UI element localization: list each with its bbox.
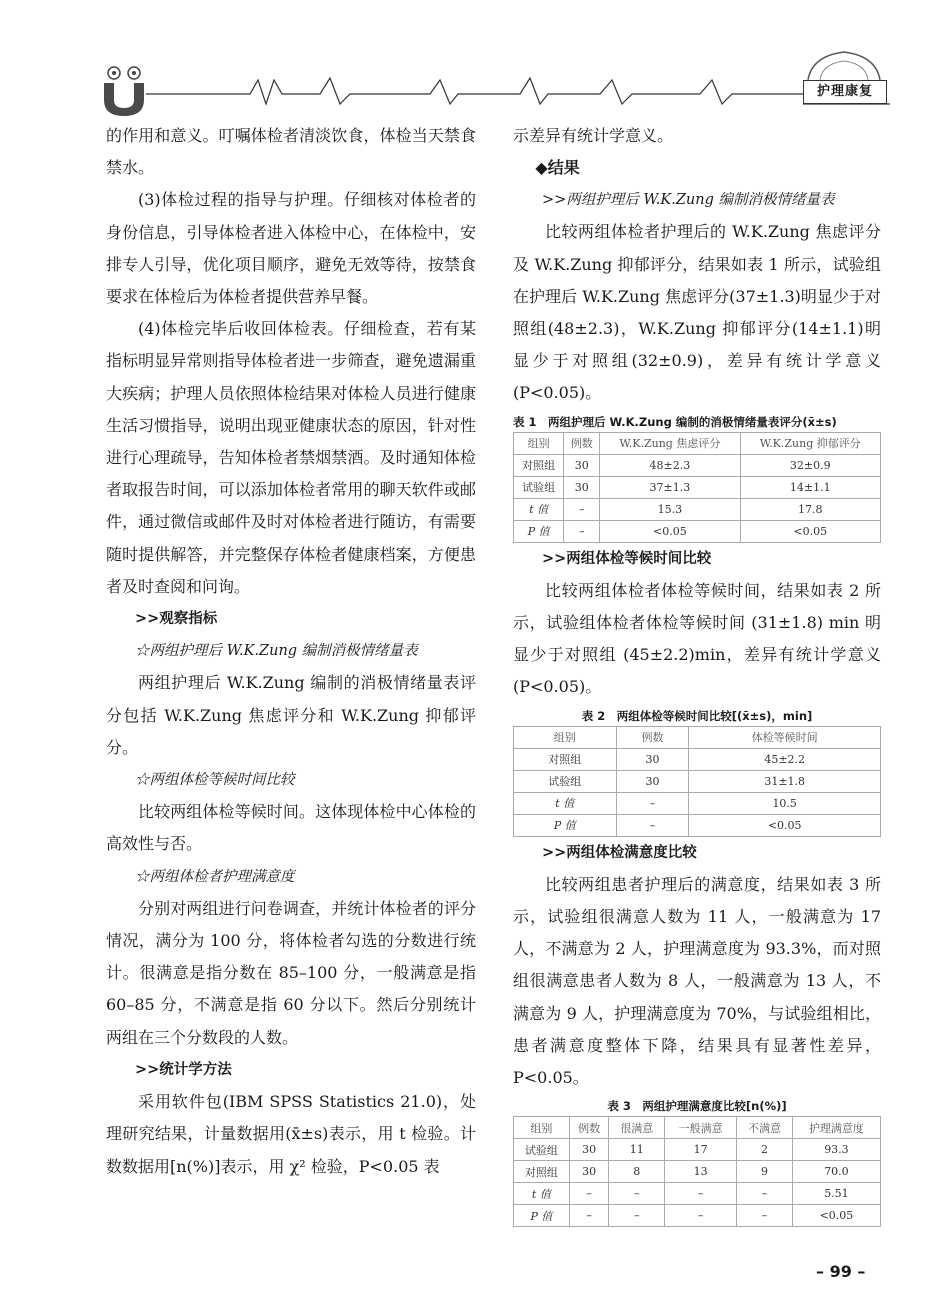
paragraph: 比较两组体检等候时间。这体现体检中心体检的高效性与否。 bbox=[106, 802, 476, 854]
subsection-heading: ☆两组护理后 W.K.Zung 编制消极情绪量表 bbox=[135, 643, 418, 660]
table-row bbox=[514, 814, 881, 836]
table-cell: 对照组 bbox=[514, 1161, 570, 1183]
table-1 bbox=[513, 432, 881, 543]
table-cell: P 值 bbox=[514, 520, 564, 542]
table-header-cell: 例数 bbox=[564, 432, 600, 454]
table-cell: – bbox=[665, 1205, 737, 1227]
journal-section-label: 护理康复 bbox=[803, 80, 887, 104]
table-cell: <0.05 bbox=[689, 814, 881, 836]
left-column bbox=[106, 120, 476, 1183]
table-cell: 17.8 bbox=[740, 498, 880, 520]
table-cell: – bbox=[616, 792, 689, 814]
table-cell: t 值 bbox=[514, 1183, 570, 1205]
table-cell: – bbox=[609, 1183, 665, 1205]
table-header-row bbox=[514, 1117, 881, 1139]
subsection-heading: ☆两组体检者护理满意度 bbox=[135, 868, 295, 885]
table-cell: – bbox=[564, 520, 600, 542]
table-cell: – bbox=[737, 1205, 793, 1227]
table-header-cell: W.K.Zung 抑郁评分 bbox=[740, 432, 880, 454]
table-cell: 30 bbox=[569, 1139, 609, 1161]
paragraph: (3)体检过程的指导与护理。仔细核对体检者的身份信息，引导体检者进入体检中心，在体检中，安排专人引导，优化项目顺序，避免无效等待，按禁食要求在体检后为体检者提供营养早餐。 bbox=[106, 190, 476, 307]
table-2 bbox=[513, 726, 881, 837]
table-cell: 70.0 bbox=[792, 1161, 880, 1183]
table-cell: – bbox=[564, 498, 600, 520]
table-cell: 对照组 bbox=[514, 748, 617, 770]
table-cell: 5.51 bbox=[792, 1183, 880, 1205]
table-cell: – bbox=[737, 1183, 793, 1205]
paragraph: 两组护理后 W.K.Zung 编制的消极情绪量表评分包括 W.K.Zung 焦虑评分和 W.K.Zung 抑郁评分。 bbox=[106, 673, 476, 757]
table-cell: 48±2.3 bbox=[600, 454, 740, 476]
table-cell: 30 bbox=[564, 476, 600, 498]
table-2-caption: 表 2 两组体检等候时间比较[(x̄±s)，min] bbox=[581, 708, 813, 723]
table-header-cell: 体检等候时间 bbox=[689, 726, 881, 748]
table-cell: 试验组 bbox=[514, 476, 564, 498]
table-cell: 试验组 bbox=[514, 1139, 570, 1161]
paragraph: 比较两组患者护理后的满意度，结果如表 3 所示，试验组很满意人数为 11 人，一般满意为 17 人，不满意为 2 人，护理满意度为 93.3%，而对照组很满意患者人数为 8 人，一般满意为 13 人，不满意为 9 人，护理满意度为 70%，与试验组相比，患者满意度整体下降，结果具有显著性差异，P<0.05。 bbox=[513, 874, 881, 1088]
table-cell: 对照组 bbox=[514, 454, 564, 476]
table-cell: 8 bbox=[609, 1161, 665, 1183]
table-cell: – bbox=[569, 1205, 609, 1227]
table-row bbox=[514, 476, 881, 498]
table-header-cell: 组别 bbox=[514, 726, 617, 748]
table-cell: – bbox=[569, 1183, 609, 1205]
table-header-cell: 很满意 bbox=[609, 1117, 665, 1139]
table-cell: <0.05 bbox=[600, 520, 740, 542]
table-header-row bbox=[514, 432, 881, 454]
paragraph: 示差异有统计学意义。 bbox=[513, 126, 674, 145]
table-header-cell: 例数 bbox=[569, 1117, 609, 1139]
table-cell: 31±1.8 bbox=[689, 770, 881, 792]
subsection-heading: >>两组体检满意度比较 bbox=[542, 843, 697, 861]
table-header-cell: 组别 bbox=[514, 1117, 570, 1139]
table-row bbox=[514, 1161, 881, 1183]
table-cell: 45±2.2 bbox=[689, 748, 881, 770]
table-cell: – bbox=[609, 1205, 665, 1227]
table-row bbox=[514, 1139, 881, 1161]
table-cell: 30 bbox=[564, 454, 600, 476]
table-cell: P 值 bbox=[514, 814, 617, 836]
table-cell: 11 bbox=[609, 1139, 665, 1161]
subsection-heading: >>两组体检等候时间比较 bbox=[542, 549, 712, 567]
table-cell: 10.5 bbox=[689, 792, 881, 814]
subsection-heading: ☆两组体检等候时间比较 bbox=[135, 772, 295, 789]
table-3-caption: 表 3 两组护理满意度比较[n(%)] bbox=[607, 1099, 787, 1114]
header-arch-icon bbox=[808, 52, 880, 80]
paragraph: 分别对两组进行问卷调查，并统计体检者的评分情况，满分为 100 分，将体检者勾选的分数进行统计。很满意是指分数在 85–100 分，一般满意是指 60–85 分，不满意是指 60 分以下。然后分别统计两组在三个分数段的人数。 bbox=[106, 898, 476, 1047]
table-header-cell: W.K.Zung 焦虑评分 bbox=[600, 432, 740, 454]
table-cell: 37±1.3 bbox=[600, 476, 740, 498]
table-cell: <0.05 bbox=[792, 1205, 880, 1227]
table-row bbox=[514, 498, 881, 520]
paragraph: (4)体检完毕后收回体检表。仔细检查，若有某指标明显异常则指导体检者进一步筛查，避免遗漏重大疾病；护理人员依照体检结果对体检人员进行健康生活习惯指导，说明出现亚健康状态的原因，针对性进行心理疏导，告知体检者禁烟禁酒。及时通知体检者取报告时间，可以添加体检者常用的聊天软件或邮件，通过微信或邮件及时对体检者进行随访，有需要随时提供解答，并完整保存体检者健康档案，方便患者及时查阅和问询。 bbox=[106, 319, 476, 596]
table-header-cell: 组别 bbox=[514, 432, 564, 454]
table-header-cell: 例数 bbox=[616, 726, 689, 748]
table-row bbox=[514, 454, 881, 476]
paragraph: 的作用和意义。叮嘱体检者清淡饮食，体检当天禁食禁水。 bbox=[106, 126, 476, 178]
table-row bbox=[514, 520, 881, 542]
table-cell: 93.3 bbox=[792, 1139, 880, 1161]
paragraph: 采用软件包(IBM SPSS Statistics 21.0)，处理研究结果，计量数据用(x̄±s)表示，用 t 检验。计数数据用[n(%)]表示，用 χ² 检验，P<0.05 表 bbox=[106, 1092, 476, 1176]
table-cell: 9 bbox=[737, 1161, 793, 1183]
paragraph: 比较两组体检者体检等候时间，结果如表 2 所示，试验组体检者体检等候时间 (31±1.8) min 明显少于对照组 (45±2.2)min，差异有统计学意义(P<0.05)。 bbox=[513, 580, 881, 697]
subsection-heading: >>两组护理后 W.K.Zung 编制消极情绪量表 bbox=[542, 192, 835, 209]
table-cell: 17 bbox=[665, 1139, 737, 1161]
table-cell: 13 bbox=[665, 1161, 737, 1183]
table-row bbox=[514, 1205, 881, 1227]
section-heading-statistics: >>统计学方法 bbox=[135, 1060, 232, 1078]
table-header-row bbox=[514, 726, 881, 748]
table-row bbox=[514, 770, 881, 792]
table-cell: P 值 bbox=[514, 1205, 570, 1227]
table-1-caption: 表 1 两组护理后 W.K.Zung 编制的消极情绪量表评分(x̄±s) bbox=[513, 414, 837, 429]
page-number: – 99 – bbox=[816, 1262, 866, 1281]
table-row bbox=[514, 1183, 881, 1205]
table-header-cell: 护理满意度 bbox=[792, 1117, 880, 1139]
table-header-cell: 不满意 bbox=[737, 1117, 793, 1139]
table-cell: – bbox=[665, 1183, 737, 1205]
table-cell: 2 bbox=[737, 1139, 793, 1161]
table-row bbox=[514, 792, 881, 814]
page-header bbox=[0, 0, 950, 120]
paragraph: 比较两组体检者护理后的 W.K.Zung 焦虑评分及 W.K.Zung 抑郁评分，结果如表 1 所示，试验组在护理后 W.K.Zung 焦虑评分(37±1.3)明显少于对照组(48±2.3)，W.K.Zung 抑郁评分(14±1.1)明显少于对照组(32±0.9)，差异有统计学意义(P<0.05)。 bbox=[513, 222, 881, 403]
table-header-cell: 一般满意 bbox=[665, 1117, 737, 1139]
table-cell: 30 bbox=[616, 770, 689, 792]
table-cell: 14±1.1 bbox=[740, 476, 880, 498]
header-wave-line bbox=[146, 78, 803, 104]
table-cell: 30 bbox=[616, 748, 689, 770]
table-cell: t 值 bbox=[514, 792, 617, 814]
journal-logo-icon bbox=[104, 67, 144, 116]
table-cell: 试验组 bbox=[514, 770, 617, 792]
right-column bbox=[513, 120, 881, 1227]
table-cell: <0.05 bbox=[740, 520, 880, 542]
table-cell: – bbox=[616, 814, 689, 836]
table-cell: 30 bbox=[569, 1161, 609, 1183]
table-cell: 15.3 bbox=[600, 498, 740, 520]
table-3 bbox=[513, 1116, 881, 1227]
table-cell: 32±0.9 bbox=[740, 454, 880, 476]
table-row bbox=[514, 748, 881, 770]
section-heading-results: ◆结果 bbox=[535, 158, 580, 178]
section-heading-observation: >>观察指标 bbox=[135, 610, 218, 628]
table-cell: t 值 bbox=[514, 498, 564, 520]
